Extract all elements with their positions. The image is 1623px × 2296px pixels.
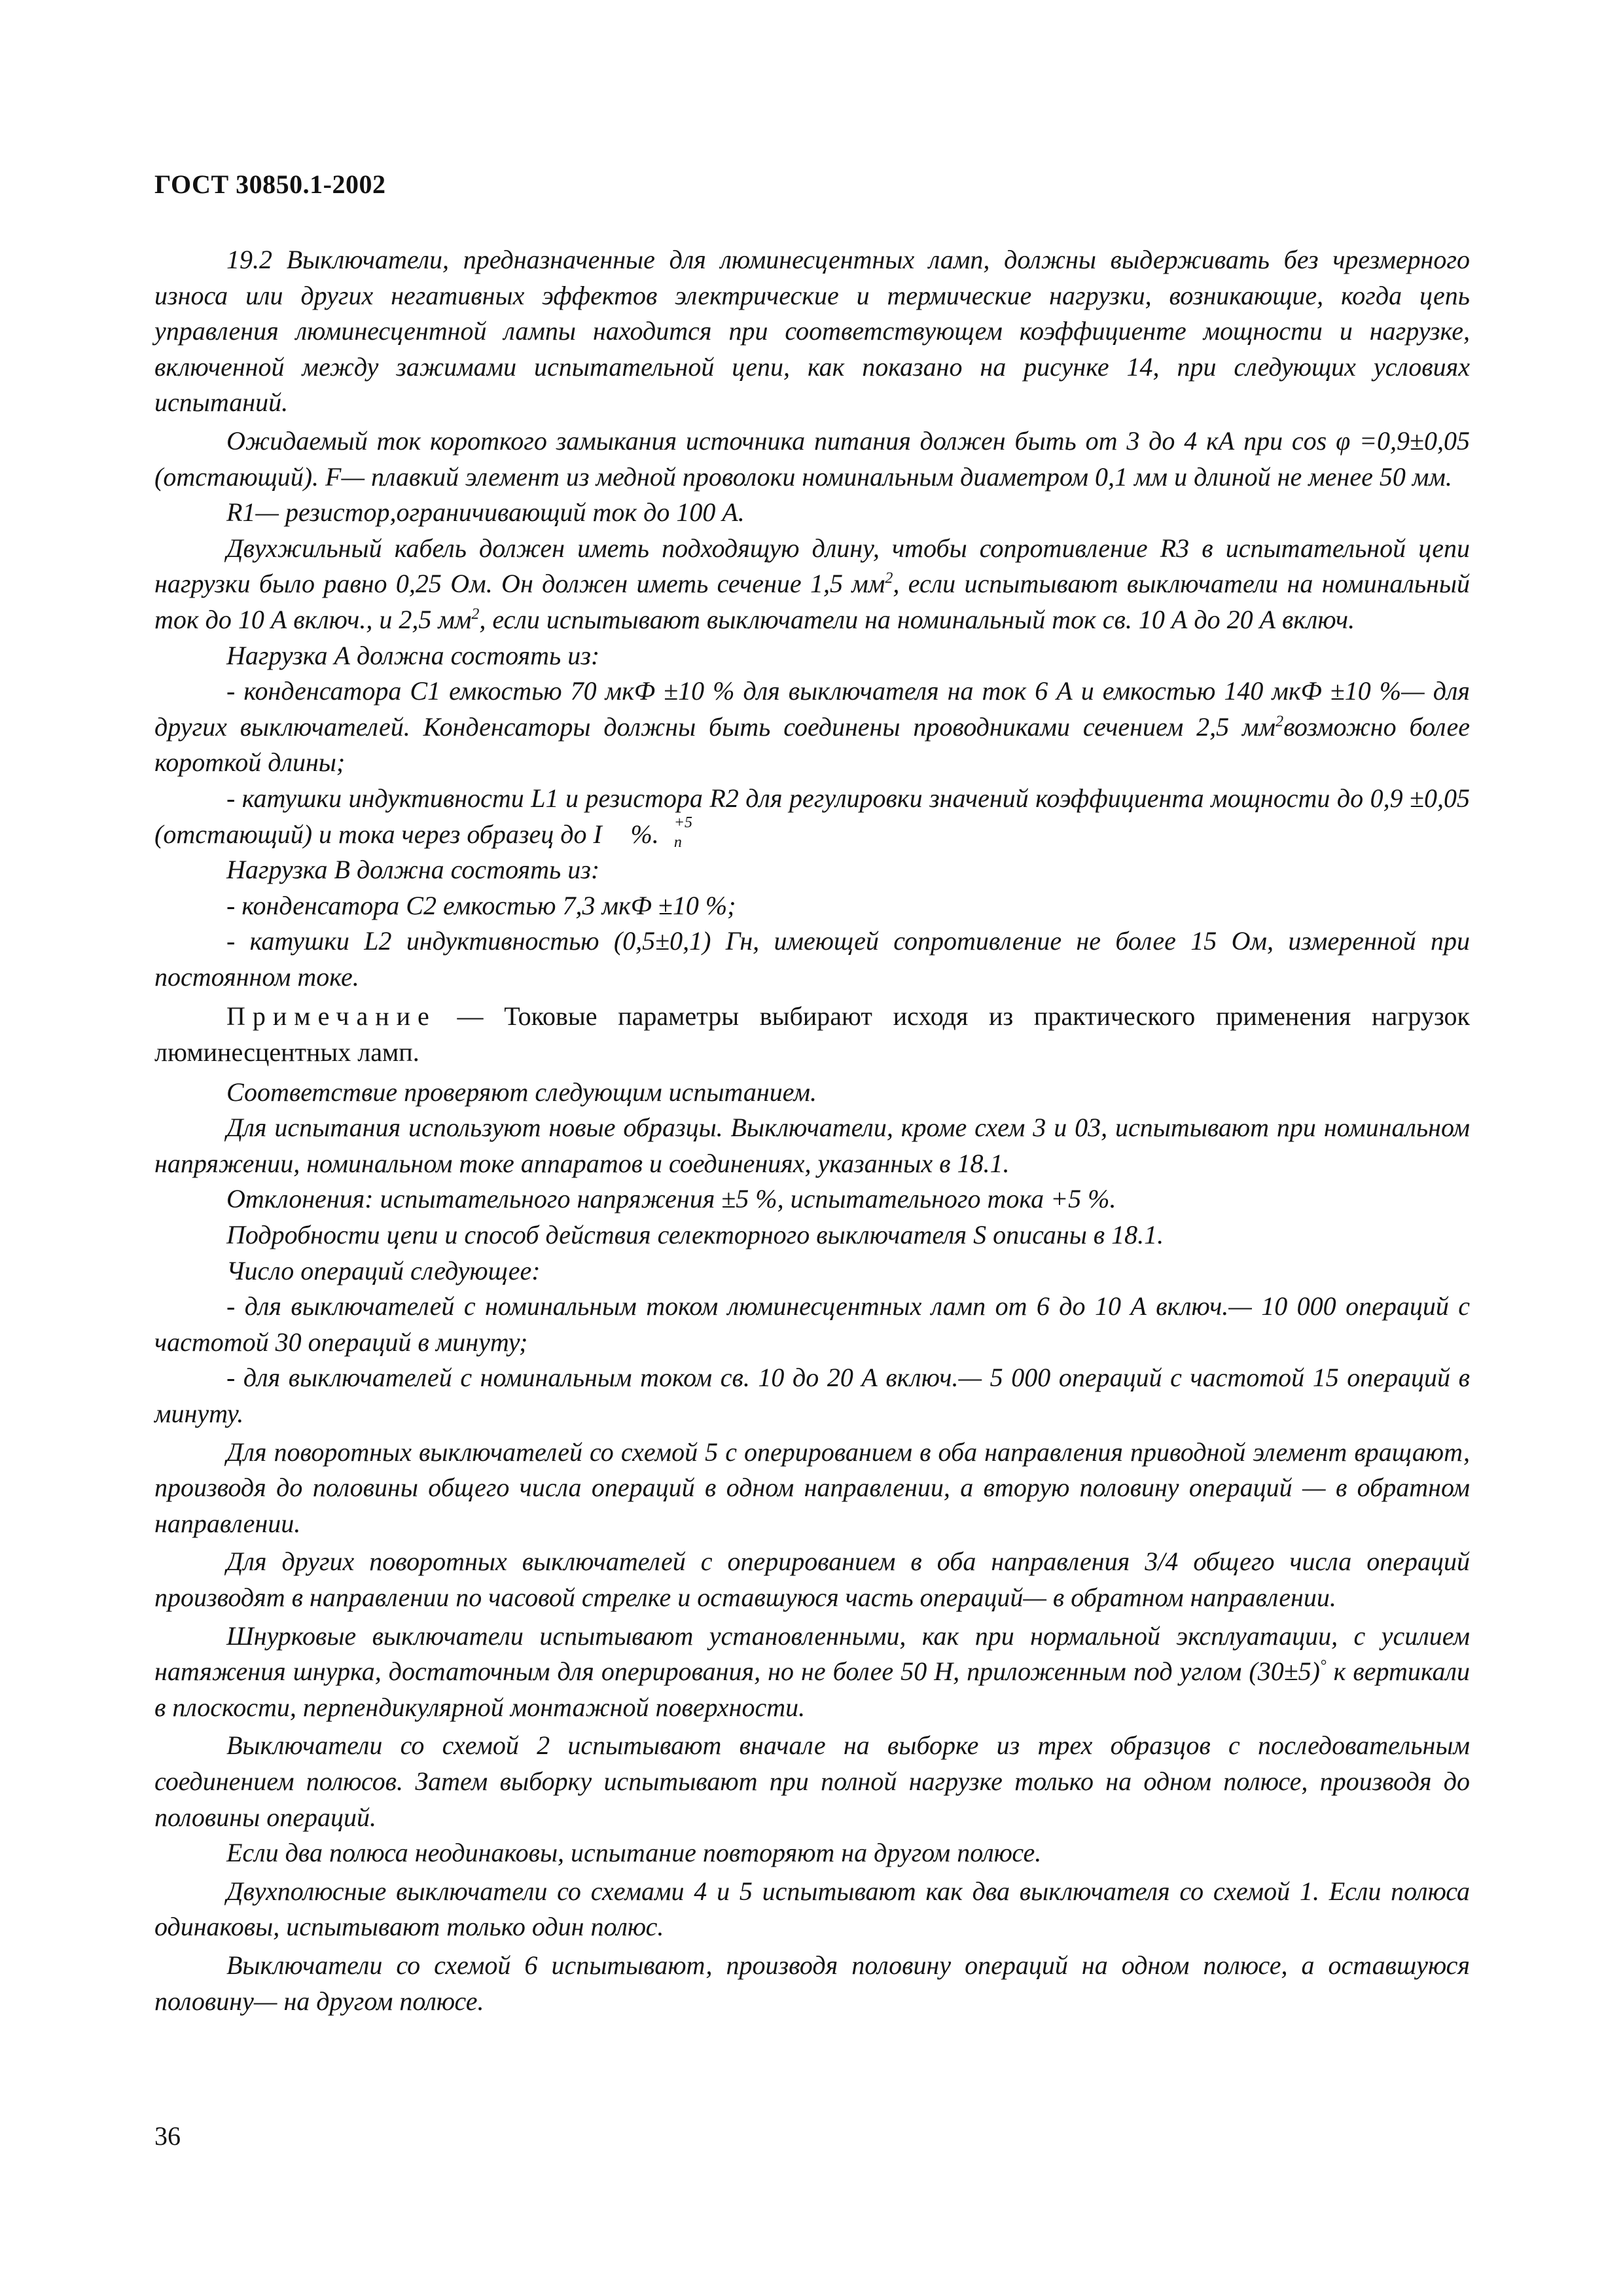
current-sub-sup: +5 n — [673, 814, 693, 851]
document-body — [154, 242, 1470, 2019]
page-number: 36 — [154, 2121, 181, 2151]
note-label: Примечание — [226, 1001, 437, 1031]
paragraph-capacitor-c1: - конденсатора С1 емкостью 70 мкФ ±10 % для выключателя на ток 6 А и емкостью 140 мкФ ±10 %— для других выключателей. Конденсаторы должны быть соединены проводниками сечением 2,5 $мм^2возможно$ более короткой длины; — [154, 676, 1471, 778]
paragraph-two-pole: Двухполюсные выключатели со схемами 4 и 5 испытывают как два выключателя со схемой 1. Если полюса одинаковы, испытывают только один полюс. — [154, 1876, 1470, 1942]
paragraph-scheme-6: Выключатели со схемой 6 испытывают, производя половину операций на одном полюсе, а оставшуюся половину— на другом полюсе. — [154, 1950, 1470, 2016]
document-header: ГОСТ 30850.1-2002 — [154, 170, 386, 199]
paragraph-rotary-other: Для других поворотных выключателей с оперированием в оба направления 3/4 общего числа операций производят в направлении по часовой стрелке и оставшуюся часть операций— в обратном направлении. — [154, 1547, 1470, 1612]
paragraph-new-samples: Для испытания используют новые образцы. Выключатели, кроме схем 3 и 03, испытывают при номинальном напряжении, номинальном токе аппаратов и соединениях, указанных в 18.1. — [154, 1113, 1470, 1178]
current-symbol: I — [593, 819, 602, 849]
paragraph-scheme-2: Выключатели со схемой 2 испытывают вначале на выборке из трех образцов с последовательным соединением полюсов. Затем выборку испытывают при полной нагрузке только на одном полюсе, производя до половины операций. — [154, 1731, 1470, 1832]
paragraph-deviations: Отклонения: испытательного напряжения ±5 %, испытательного тока +5 %. — [226, 1184, 1116, 1214]
paragraph-ops-6-10a: - для выключателей с номинальным током люминесцентных ламп от 6 до 10 А включ.— 10 000 операций с частотой 30 операций в минуту; — [154, 1291, 1470, 1357]
paragraph-inductor-l1: - катушки индуктивности L1 и резистора R2 для регулировки значений коэффициента мощности до 0,9 ±0,05 (отстающий) и тока через образец до I +5 n %. — [154, 783, 1470, 851]
paragraph-r1: R1— резистор,ограничивающий ток до 100 А. — [226, 497, 745, 528]
paragraph-operations-count: Число операций следующее: — [226, 1255, 541, 1285]
paragraph-19-2: 19.2 Выключатели, предназначенные для люминесцентных ламп, должны выдерживать без чрезмерного износа или других негативных эффектов электрические и термические нагрузки, возникающие, когда цепь управления люминесцентной лампы находится при соответствующем коэффициенте мощности и нагрузке, включенной между зажимами испытательной цепи, как показано на рисунке 14, при следующих условиях испытаний. — [154, 245, 1470, 418]
paragraph-rotary-scheme-5: Для поворотных выключателей со схемой 5 с оперированием в оба направления приводной элемент вращают, производя до половины общего числа операций в одном направлении, а вторую половину операций — в обратном направлении. — [154, 1437, 1470, 1538]
paragraph-unequal-poles: Если два полюса неодинаковы, испытание повторяют на другом полюсе. — [226, 1838, 1042, 1868]
paragraph-inductor-l2: - катушки L2 индуктивностью (0,5±0,1) Гн, имеющей сопротивление не более 15 Ом, измеренной при постоянном токе. — [154, 926, 1470, 992]
paragraph-circuit-details: Подробности цепи и способ действия селекторного выключателя S описаны в 18.1. — [226, 1220, 1164, 1250]
paragraph-compliance: Соответствие проверяют следующим испытанием. — [226, 1077, 817, 1107]
paragraph-cable: Двухжильный кабель должен иметь подходящую длину, чтобы сопротивление R3 в испытательной цепи нагрузки было равно 0,25 Ом. Он должен иметь сечение 1,5 $мм^2$, если испытывают выключатели на номинальный ток до 10 А включ., и 2,5 $мм^2$, если испытывают выключатели на номинальный ток св. 10 А до 20 А включ. — [154, 533, 1470, 634]
paragraph-capacitor-c2: - конденсатора С2 емкостью 7,3 мкФ ±10 %; — [226, 890, 736, 920]
paragraph-load-b: Нагрузка В должна состоять из: — [226, 855, 600, 885]
paragraph-short-circuit: Ожидаемый ток короткого замыкания источника питания должен быть от 3 до 4 кА при cos φ =0,9±0,05 (отстающий). F— плавкий элемент из медной проволоки номинальным диаметром 0,1 мм и длиной не менее 50 мм. — [154, 425, 1470, 492]
note-text: — Токовые параметры выбирают исходя из практического применения нагрузок люминесцентных ламп. — [154, 1001, 1470, 1067]
note-paragraph — [154, 999, 1470, 1070]
paragraph-load-a: Нагрузка А должна состоять из: — [226, 640, 600, 670]
paragraph-ops-10-20a: - для выключателей с номинальным током св. 10 до 20 А включ.— 5 000 операций с частотой 15 операций в минуту. — [154, 1363, 1470, 1428]
paragraph-cord-switches: Шнурковые выключатели испытывают установленными, как при нормальной эксплуатации, с усилием натяжения шнурка, достаточным для оперирования, но не более 50 Н, приложенным под углом (30±5)° к вертикали в плоскости, перпендикулярной монтажной поверхности. — [154, 1621, 1470, 1722]
